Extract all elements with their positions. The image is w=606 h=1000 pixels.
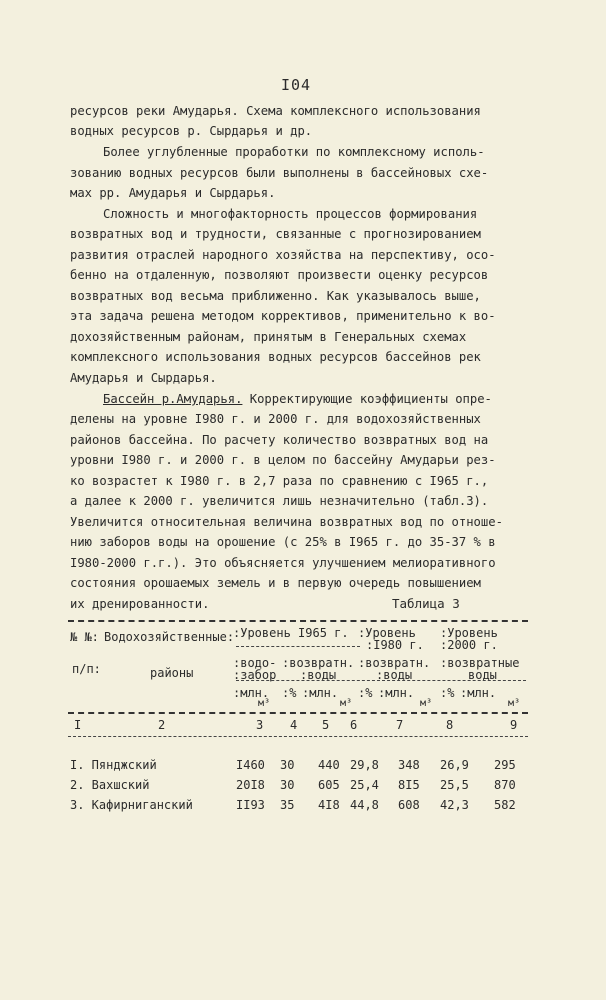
table-cell: 4I8 (318, 798, 340, 812)
paragraph-line: комплексного использования водных ресурсов бассейнов рек (70, 350, 481, 364)
table-cell: 35 (280, 798, 295, 812)
header-return-1965: :возвратн. (282, 656, 355, 670)
table-cell: 30 (280, 778, 295, 792)
table-cell: 44,8 (350, 798, 379, 812)
table-cell: I460 (236, 758, 265, 772)
paragraph-line: развития отраслей народного хозяйства на перспективу, осо- (70, 248, 496, 262)
paragraph-line: возвратных вод и трудности, связанные с прогнозированием (70, 227, 481, 241)
paragraph-line: Корректирующие коэффициенты опре- (242, 392, 492, 406)
header-region-mid: районы (150, 666, 194, 680)
unit-m3: м³ (258, 698, 271, 709)
paragraph-line: уровни I980 г. и 2000 г. в целом по бассейну Амударьи рез- (70, 453, 496, 467)
unit-label: :млн. (378, 686, 415, 700)
header-rule (236, 680, 526, 681)
paragraph-line: а далее к 2000 г. увеличится лишь незначительно (табл.3). (70, 494, 489, 508)
unit-label: :% (440, 686, 455, 700)
header-return-1965-b: :воды (300, 668, 337, 682)
region-name: 2. Вахшский (70, 778, 150, 792)
paragraph-line: Увеличится относительная величина возвратных вод по отноше- (70, 515, 503, 529)
header-num-mid: п/п: (72, 662, 101, 676)
table-cell: 605 (318, 778, 340, 792)
paragraph-line: дохозяйственным районам, принятым в Генеральных схемах (70, 330, 467, 344)
table-cell: 8I5 (398, 778, 420, 792)
unit-m3: м³ (340, 698, 353, 709)
header-return-1980-b: :воды (376, 668, 413, 682)
paragraph-line: Более углубленные проработки по комплексному исполь- (103, 145, 485, 159)
col-number: I (74, 718, 82, 732)
paragraph-line: бенно на отдаленную, позволяют произвести оценку ресурсов (70, 268, 489, 282)
header-intake-b: :забор (233, 668, 277, 682)
header-region-top: Водохозяйственные: (104, 630, 235, 644)
table-cell: 42,3 (440, 798, 469, 812)
unit-label: :млн. (302, 686, 339, 700)
col-number: 7 (396, 718, 404, 732)
header-num-top: № №: (70, 630, 99, 644)
paragraph-line: районов бассейна. По расчету количество возвратных вод на (70, 433, 489, 447)
col-number: 3 (256, 718, 264, 732)
table-caption: Таблица 3 (392, 596, 460, 611)
header-level-2000-year: :2000 г. (440, 638, 498, 652)
header-return-2000-b: воды (468, 668, 497, 682)
region-name: I. Пянджский (70, 758, 157, 772)
header-level-1980-year: :I980 г. (366, 638, 424, 652)
unit-label: :млн. (233, 686, 270, 700)
col-number: 8 (446, 718, 454, 732)
header-intake: :водо- (233, 656, 277, 670)
table-cell: II93 (236, 798, 265, 812)
page-number: I04 (281, 76, 312, 94)
header-rule (236, 646, 360, 647)
paragraph-line: возвратных вод весьма приближенно. Как указывалось выше, (70, 289, 481, 303)
header-level-2000: :Уровень (440, 626, 498, 640)
unit-label: :% (282, 686, 297, 700)
column-number-rule (68, 736, 528, 737)
region-name: 3. Кафирниганский (70, 798, 193, 812)
table-cell: 348 (398, 758, 420, 772)
header-bottom-rule (68, 712, 528, 714)
col-number: 6 (350, 718, 358, 732)
header-level-1980: :Уровень (358, 626, 416, 640)
basin-first-line (103, 392, 492, 406)
unit-m3: м³ (508, 698, 521, 709)
table-cell: 870 (494, 778, 516, 792)
table-cell: 26,9 (440, 758, 469, 772)
paragraph-line: состояния орошаемых земель и в первую очередь повышением (70, 576, 481, 590)
col-number: 9 (510, 718, 518, 732)
unit-label: :млн. (460, 686, 497, 700)
col-number: 4 (290, 718, 298, 732)
col-number: 5 (322, 718, 330, 732)
header-return-2000: :возвратные (440, 656, 520, 670)
table-cell: 440 (318, 758, 340, 772)
unit-label: :% (358, 686, 373, 700)
table-cell: 29,8 (350, 758, 379, 772)
table-cell: 608 (398, 798, 420, 812)
col-number: 2 (158, 718, 166, 732)
header-level-1965: :Уровень I965 г. (233, 626, 349, 640)
paragraph-line: нию заборов воды на орошение (с 25% в I965 г. до 35-37 % в (70, 535, 496, 549)
paragraph-line: ко возрастет к I980 г. в 2,7 раза по сравнению с I965 г., (70, 474, 489, 488)
header-return-1980: :возвратн. (358, 656, 431, 670)
paragraph-line: ресурсов реки Амударья. Схема комплексного использования (70, 104, 481, 118)
paragraph-line: Амударья и Сырдарья. (70, 371, 217, 385)
paragraph-line: зованию водных ресурсов были выполнены в бассейновых схе- (70, 166, 489, 180)
paragraph-line: I980-2000 г.г.). Это объясняется улучшением мелиоративного (70, 556, 496, 570)
paragraph-line: водных ресурсов р. Сырдарья и др. (70, 124, 313, 138)
table-cell: 295 (494, 758, 516, 772)
table-cell: 20I8 (236, 778, 265, 792)
paragraph-line: делены на уровне I980 г. и 2000 г. для водохозяйственных (70, 412, 481, 426)
table-cell: 25,5 (440, 778, 469, 792)
basin-heading: Бассейн р.Амударья. (103, 392, 243, 406)
table-cell: 30 (280, 758, 295, 772)
unit-m3: м³ (420, 698, 433, 709)
table-cell: 25,4 (350, 778, 379, 792)
paragraph-line: Сложность и многофакторность процессов формирования (103, 207, 478, 221)
table-cell: 582 (494, 798, 516, 812)
paragraph-line: эта задача решена методом коррективов, применительно к во- (70, 309, 496, 323)
paragraph-line: их дренированности. (70, 597, 210, 611)
paragraph-line: мах рр. Амударья и Сырдарья. (70, 186, 276, 200)
table-top-rule (68, 620, 528, 622)
